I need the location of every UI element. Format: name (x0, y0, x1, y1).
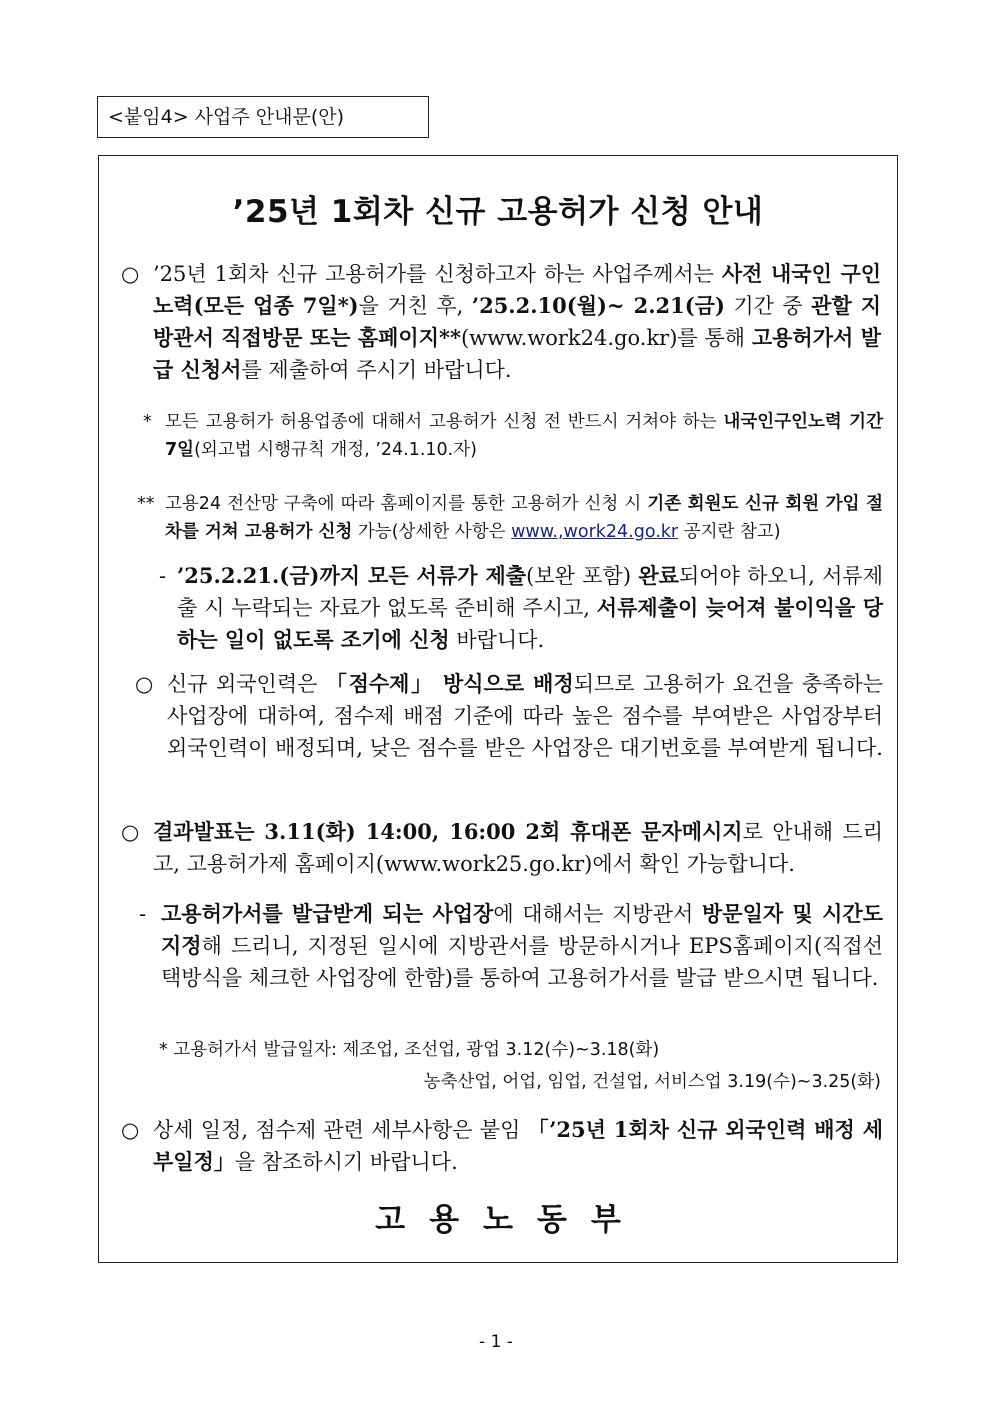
text: 가능(상세한 사항은 (352, 522, 512, 542)
text: 해 드리니, 지정된 일시에 지방관서를 방문하시거나 EPS홈페이지(직접선택방식을 체크한 사업장에 한함)를 통하여 고용허가서를 발급 받으시면 됩니다. (161, 934, 883, 990)
text-bold: 서류제출이 늦어져 불이익을 당하는 일이 없도록 조기에 신청 (177, 595, 883, 652)
text-bold: 「’25년 1회차 신규 외국인력 배정 세부일정」 (153, 1117, 883, 1174)
text: 되므로 고용허가 요건을 충족하는 사업장에 대하여, 점수제 배점 기준에 따라 높은 점수를 부여받은 사업장부터 외국인력이 배정되며, 낮은 점수를 받은 사업장은 대기번호를 부여받게 됩니다. (167, 672, 884, 760)
text: 신규 외국인력은 (167, 672, 326, 696)
text: ’25년 1회차 신규 고용허가를 신청하고자 하는 사업주께서는 (153, 262, 722, 286)
text-bold: 결과발표는 3.11(화) 14:00, 16:00 2회 휴대폰 문자메시지 (153, 819, 743, 844)
paragraph-results (153, 816, 883, 880)
footnote-mark: * (143, 412, 152, 432)
page-number: - 1 - (479, 1332, 513, 1352)
footnote-domestic-recruitment (165, 408, 883, 464)
text: 모든 고용허가 허용업종에 대해서 고용허가 신청 전 반드시 거쳐야 하는 (165, 412, 724, 432)
bullet-circle: ○ (121, 262, 140, 286)
text: 기간 중 (724, 294, 812, 318)
text: (외고법 시행규칙 개정, ’24.1.10.자) (194, 440, 477, 460)
text: 공지란 참고) (678, 522, 781, 542)
text: 상세 일정, 점수제 관련 세부사항은 붙임 (153, 1118, 528, 1142)
text: 을 거친 후, (358, 294, 472, 318)
bullet-circle: ○ (135, 672, 154, 696)
paragraph-point-system (167, 668, 883, 764)
text-bold: 기존 회원도 신규 회원 가입 절차를 거쳐 고용허가 신청 (165, 494, 883, 542)
notice-title: ’25년 1회차 신규 고용허가 신청 안내 (232, 194, 764, 230)
attachment-label: <붙임4> 사업주 안내문(안) (97, 96, 429, 138)
work24-link[interactable]: www.,work24.go.kr (511, 522, 679, 542)
text: 로 안내해 드리고, 고용허가제 홈페이지(www.work25.go.kr)에서 확인 가능합니다. (153, 820, 883, 876)
notice-box (98, 155, 898, 1263)
text-bold: 관할 지방관서 직접방문 또는 홈페이지** (153, 293, 881, 350)
text-bold: 고용허가서 발급 신청서 (153, 325, 881, 382)
footnote-homepage (165, 490, 883, 546)
text-bold: 내국인구인노력 기간 7일 (165, 412, 883, 460)
text-bold: 「점수제」 방식으로 배정 (325, 671, 574, 696)
text-bold: 완료 (638, 563, 679, 588)
text-bold: ’25.2.21.(금)까지 모든 서류가 제출 (177, 563, 527, 588)
text: 을 참조하시기 바랍니다. (234, 1150, 458, 1174)
paragraph-reference (153, 1114, 883, 1178)
text: 를 제출하여 주시기 바랍니다. (241, 358, 512, 382)
issuance-dates-line1: * 고용허가서 발급일자: 제조업, 조선업, 광업 3.12(수)~3.18(화) (159, 1040, 660, 1060)
issuance-dates-line2: 농축산업, 어업, 임업, 건설업, 서비스업 3.19(수)~3.25(화) (423, 1072, 881, 1092)
application-period: ’25.2.10(월)~ 2.21(금) (471, 293, 725, 318)
text: 에 대해서는 지방관서 (493, 902, 702, 926)
paragraph-application (153, 258, 881, 386)
paragraph-deadline (177, 560, 883, 656)
footnote-mark: ** (137, 494, 155, 514)
text: 되어야 하오니, 서류제출 시 누락되는 자료가 없도록 준비해 주시고, (177, 564, 883, 620)
bullet-circle: ○ (121, 1118, 140, 1142)
text: 고용24 전산망 구축에 따라 홈페이지를 통한 고용허가 신청 시 (165, 494, 648, 514)
text-bold: 고용허가서를 발급받게 되는 사업장 (161, 901, 494, 926)
paragraph-issuance (161, 898, 883, 994)
bullet-circle: ○ (121, 820, 140, 844)
text: (보완 포함) (526, 564, 639, 588)
dash-mark: - (139, 902, 147, 926)
text-bold: 방문일자 및 시간도 지정 (161, 901, 883, 958)
text: 바랍니다. (449, 628, 545, 652)
dash-mark: - (159, 564, 167, 588)
text: (www.work24.go.kr)를 통해 (460, 326, 752, 350)
text-bold: 사전 내국인 구인노력(모든 업종 7일*) (153, 261, 882, 318)
organization-name: 고용노동부 (375, 1202, 645, 1238)
